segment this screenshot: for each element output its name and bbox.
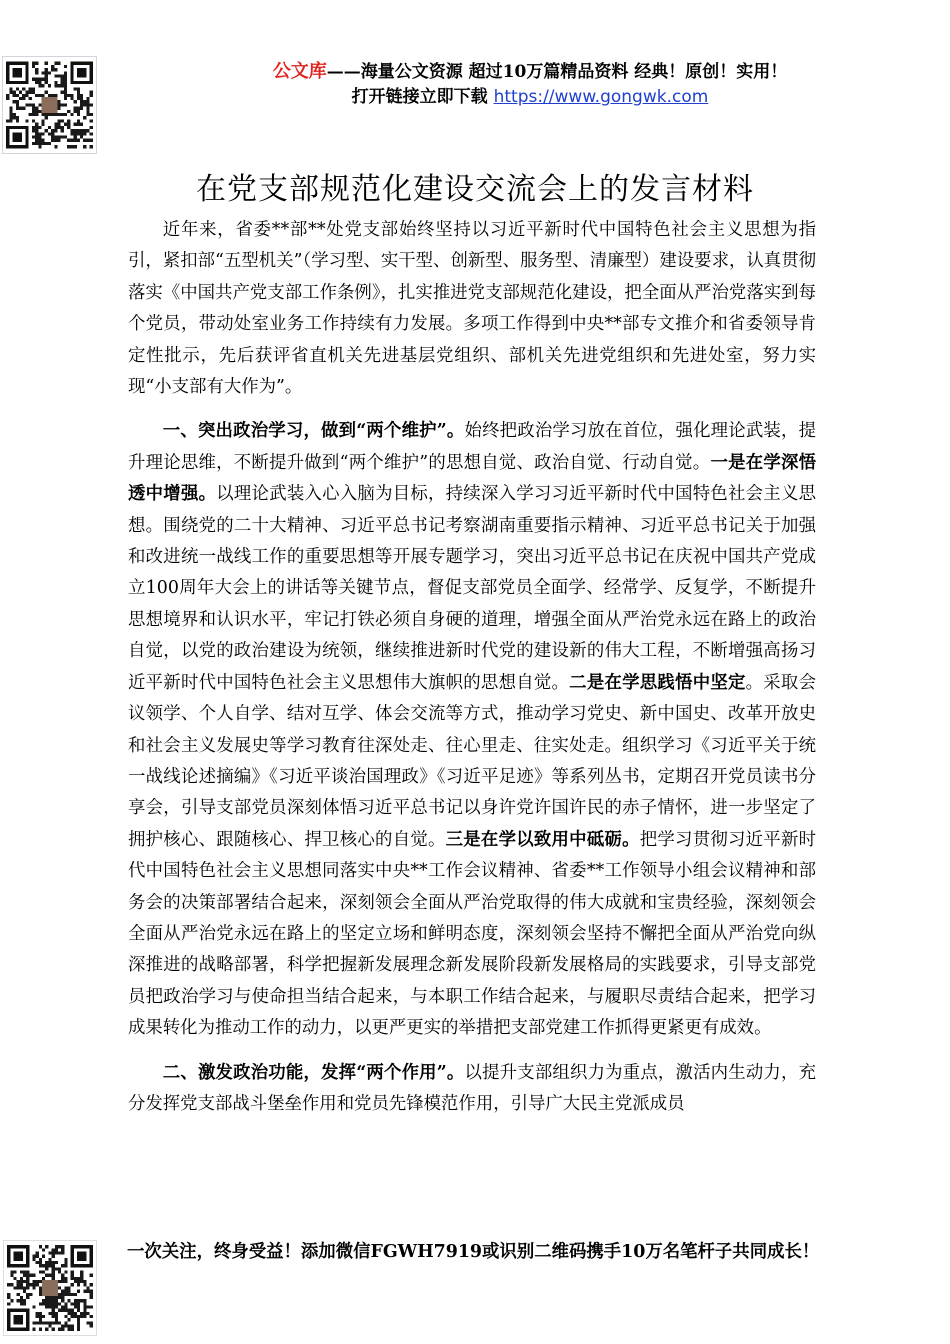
text-run: 把学习贯彻习近平新时代中国特色社会主义思想同落实中央**工作会议精神、省委**工作领导小组会议精神和部务会的决策部署结合起来，深刻领会全面从严治党取得的伟大成就和宝贵经验，深刻领会全面从严治党永远在路上的坚定立场和鲜明态度，深刻领会坚持不懈把全面从严治党向纵深推进的战略部署，科学把握新发展理念新发展阶段新发展格局的实践要求，引导支部党员把政治学习与使命担当结合起来，与本职工作结合起来，与履职尽责结合起来，把学习成果转化为推动工作的动力，以更严更实的举措把支部党建工作抓得更紧更有成效。 xyxy=(128,829,816,1039)
download-label: 打开链接立即下载 xyxy=(351,87,488,107)
text-run: 近年来，省委**部**处党支部始终坚持以习近平新时代中国特色社会主义思想为指引，紧扣部“五型机关”（学习型、实干型、创新型、服务型、清廉型）建设要求，认真贯彻落实《中国共产党支部工作条例》，扎实推进党支部规范化建设，把全面从严治党落实到每个党员，带动处室业务工作持续有力发展。多项工作得到中央**部专文推介和省委领导肯定性批示，先后获评省直机关先进基层党组织、部机关先进党组织和先进处室，努力实现“小支部有大作为”。 xyxy=(128,220,816,398)
download-link[interactable]: https://www.gongwk.com xyxy=(493,87,709,107)
text-run: 以提升支部组织力为重点，激活内生动力，充分发挥党支部战斗堡垒作用和党员先锋模范作用，引导广大民主党派成员 xyxy=(128,1062,816,1114)
bottom-qr-code[interactable] xyxy=(3,1240,97,1336)
text-run: 始终把政治学习放在首位，强化理论武装，提升理论思维，不断提升做到“两个维护”的思想自觉、政治自觉、行动自觉。 xyxy=(128,421,816,473)
body-paragraph xyxy=(128,215,816,403)
banner-line-2 xyxy=(150,84,910,110)
text-run: 以理论武装入心入脑为目标，持续深入学习习近平新时代中国特色社会主义思想。围绕党的二十大精神、习近平总书记考察湖南重要指示精神、习近平总书记关于加强和改进统一战线工作的重要思想等开展专题学习，突出习近平总书记在庆祝中国共产党成立100周年大会上的讲话等关键节点，督促支部党员全面学、经常学、反复学，不断提升思想境界和认识水平，牢记打铁必须自身硬的道理，增强全面从严治党永远在路上的政治自觉，以党的政治建设为统领，继续推进新时代党的建设新的伟大工程，不断增强高扬习近平新时代中国特色社会主义思想伟大旗帜的思想自觉。 xyxy=(128,484,816,693)
qr-code-icon xyxy=(3,57,96,153)
bold-heading-run: 三是在学以致用中砥砺。 xyxy=(445,829,640,850)
banner-slogan: ——海量公文资源 超过10万篇精品资料 经典！原创！实用！ xyxy=(326,62,788,82)
qr-code-icon xyxy=(4,1241,96,1335)
bold-heading-run: 一是在学深悟透中增强。 xyxy=(128,452,816,505)
text-run: 。采取会议领学、个人自学、结对互学、体会交流等方式，推动学习党史、新中国史、改革开放史和社会主义发展史等学习教育往深处走、往心里走、往实处走。组织学习《习近平关于统一战线论述摘编》《习近平谈治国理政》《习近平足迹》等系列丛书，定期召开党员读书分享会，引导支部党员深刻体悟习近平总书记以身许党许国许民的赤子情怀，进一步坚定了拥护核心、跟随核心、捍卫核心的自觉。 xyxy=(128,672,816,850)
banner-line-1 xyxy=(150,60,910,84)
bold-heading-run: 二、激发政治功能，发挥“两个作用”。 xyxy=(162,1062,465,1083)
body-paragraph xyxy=(128,416,816,1044)
top-qr-code[interactable] xyxy=(2,56,97,154)
footer-promo: 一次关注，终身受益！添加微信FGWH7919或识别二维码携手10万名笔杆子共同成长！ xyxy=(127,1242,820,1262)
brand-name: 公文库 xyxy=(272,61,327,82)
bold-heading-run: 一、突出政治学习，做到“两个维护”。 xyxy=(162,421,465,442)
promo-banner xyxy=(150,60,910,110)
document-title: 在党支部规范化建设交流会上的发言材料 xyxy=(196,172,754,207)
body-paragraph xyxy=(128,1058,816,1121)
bold-heading-run: 二是在学思践悟中坚定 xyxy=(569,672,746,693)
document-body xyxy=(128,215,816,1133)
